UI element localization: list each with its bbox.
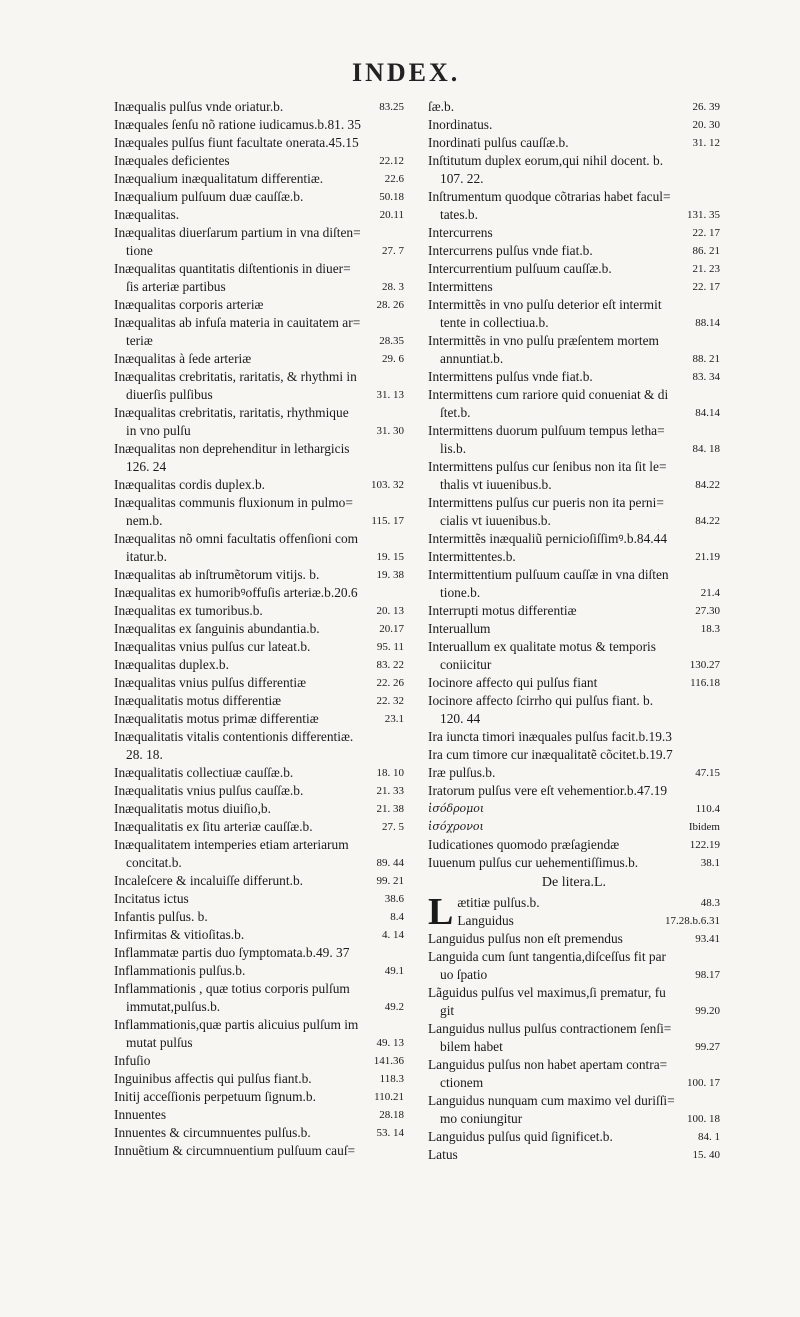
index-entry	[428, 764, 720, 782]
index-entry	[114, 818, 404, 836]
entry-text: Inæqualitas diuerſarum partium in vna diſten=	[114, 225, 361, 240]
entry-text: Inæqualitas nõ omni facultatis offenſioni com	[114, 531, 359, 546]
entry-text: Intermittẽs inæqualiũ pernicioſiſſimꝰ.b.84.44	[428, 531, 668, 546]
entry-continuation: tates.b.	[440, 207, 478, 222]
index-entry	[114, 800, 404, 818]
entry-text: Languida cum ſunt tangentia,diſceſſus fit par	[428, 949, 666, 964]
entry-text: Intermittẽs in vno pulſu deterior eſt intermit	[428, 297, 662, 312]
entry-text: Inæqualitatis motus diuiſio,b.	[114, 801, 271, 816]
entry-text: Intermittens cum rariore quid conueniat & di	[428, 387, 669, 402]
index-entry	[428, 948, 720, 984]
entry-text: Languidus nullus pulſus contractionem ſenſi=	[428, 1021, 672, 1036]
entry-text: Intermittentium pulſuum cauſſæ in vna diſten	[428, 567, 669, 582]
page-header: INDEX.	[352, 58, 461, 87]
entry-page-ref: 38.1	[697, 854, 720, 872]
entry-continuation: in vno pulſu	[126, 423, 191, 438]
entry-text: Inæqualitas vnius pulſus cur lateat.b.	[114, 639, 311, 654]
entry-text: Inæqualitas.	[114, 207, 180, 222]
index-entry	[428, 836, 720, 854]
entry-page-ref: 100. 18	[683, 1110, 720, 1128]
entry-page-ref: 100. 17	[683, 1074, 720, 1092]
index-entry	[428, 1128, 720, 1146]
entry-text: Inæqualitas corporis arteriæ	[114, 297, 264, 312]
entry-text: Intercurrens	[428, 225, 493, 240]
index-entry	[114, 944, 404, 962]
entry-page-ref: 131. 35	[683, 206, 720, 224]
entry-page-ref: 130.27	[686, 656, 720, 674]
index-entry	[114, 224, 404, 260]
entry-page-ref: 27. 7	[378, 242, 404, 260]
entry-text: Inæqualitatis ex ſitu arteriæ cauſſæ.b.	[114, 819, 313, 834]
index-entry	[428, 530, 720, 548]
entry-continuation: annuntiat.b.	[440, 351, 504, 366]
entry-page-ref: 27. 5	[378, 818, 404, 836]
entry-text: Innuentes	[114, 1107, 167, 1122]
entry-page-ref: 122.19	[686, 836, 720, 854]
entry-text: Inæqualitatem intemperies etiam arteriarum	[114, 837, 349, 852]
entry-text: Inæquales ſenſu nõ ratione iudicamus.b.81. 35	[114, 117, 361, 132]
entry-text: Innuẽtium & circumnuentium pulſuum cauſ=	[114, 1143, 356, 1158]
index-entry	[428, 296, 720, 332]
entry-text: Inæqualitas non deprehenditur in lethargicis	[114, 441, 350, 456]
entry-text: Languidus pulſus non habet apertam contra=	[428, 1057, 668, 1072]
index-entry	[428, 1020, 720, 1056]
entry-text: Iocinore affecto ſcirrho qui pulſus fiant. b.	[428, 693, 654, 708]
entry-text: Inæqualitatis motus differentiæ	[114, 693, 282, 708]
entry-text: Infirmitas & vitioſitas.b.	[114, 927, 245, 942]
index-entry	[114, 728, 404, 764]
index-entry	[428, 332, 720, 368]
entry-continuation: git	[440, 1003, 455, 1018]
index-entry	[114, 656, 404, 674]
entry-page-ref: 26. 39	[689, 98, 721, 116]
entry-continuation: tente in collectiua.b.	[440, 315, 549, 330]
entry-page-ref: 21.4	[697, 584, 720, 602]
index-entry	[114, 638, 404, 656]
entry-page-ref: 21.19	[691, 548, 720, 566]
index-entry	[114, 908, 404, 926]
entry-page-ref: 22. 17	[689, 224, 721, 242]
entry-page-ref: 22.12	[375, 152, 404, 170]
entry-text: Intercurrens pulſus vnde fiat.b.	[428, 243, 593, 258]
entry-continuation: 120. 44	[440, 711, 481, 726]
entry-text: Inordinatus.	[428, 117, 493, 132]
entry-text: Inæqualitas crebritatis, raritatis, rhythmique	[114, 405, 349, 420]
index-entry	[114, 530, 404, 566]
entry-text: Incitatus ictus	[114, 891, 189, 906]
entry-text: Intermittẽs in vno pulſu præſentem mortem	[428, 333, 659, 348]
entry-text: ſæ.b.	[428, 99, 455, 114]
entry-continuation: nem.b.	[126, 513, 163, 528]
entry-text: Inæqualitas communis fluxionum in pulmo=	[114, 495, 353, 510]
entry-page-ref: 103. 32	[367, 476, 404, 494]
index-entry	[428, 98, 720, 116]
index-entry	[114, 692, 404, 710]
entry-page-ref: 49. 13	[373, 1034, 405, 1052]
entry-page-ref: 19. 15	[373, 548, 405, 566]
index-entry	[428, 620, 720, 638]
entry-page-ref: 18.3	[697, 620, 720, 638]
index-entry	[114, 710, 404, 728]
entry-continuation: uo ſpatio	[440, 967, 488, 982]
index-entry	[428, 422, 720, 458]
index-entry	[114, 134, 404, 152]
entry-page-ref: 28.18	[375, 1106, 404, 1124]
index-entry	[114, 296, 404, 314]
entry-text: Inæqualitas vnius pulſus differentiæ	[114, 675, 307, 690]
index-entry	[114, 314, 404, 350]
entry-text: Interuallum	[428, 621, 491, 636]
entry-page-ref: 29. 6	[378, 350, 404, 368]
entry-page-ref: 84.22	[691, 476, 720, 494]
index-entry	[114, 350, 404, 368]
section-heading-L: De litera.L.	[541, 875, 607, 890]
index-entry	[114, 1088, 404, 1106]
entry-page-ref: 47.15	[691, 764, 720, 782]
entry-page-ref: 88. 21	[689, 350, 721, 368]
index-entry	[114, 602, 404, 620]
index-entry	[428, 242, 720, 260]
entry-page-ref: 21. 33	[373, 782, 405, 800]
entry-text: Inæquales deficientes	[114, 153, 230, 168]
entry-page-ref: 18. 10	[373, 764, 405, 782]
index-entry	[114, 494, 404, 530]
entry-page-ref: 49.2	[381, 998, 404, 1016]
entry-text: Inguinibus affectis qui pulſus fiant.b.	[114, 1071, 312, 1086]
index-entry	[114, 926, 404, 944]
index-entry	[114, 782, 404, 800]
index-entry	[114, 890, 404, 908]
entry-page-ref: 49.1	[381, 962, 404, 980]
entry-continuation: teriæ	[126, 333, 153, 348]
entry-text: Inæqualitas ex humoribꝰoffuſis arteriæ.b.20.6	[114, 585, 358, 600]
entry-page-ref: 118.3	[376, 1070, 404, 1088]
entry-page-ref: 50.18	[375, 188, 404, 206]
entry-text: Inæqualitas duplex.b.	[114, 657, 229, 672]
entry-text: ætitiæ pulſus.b.	[457, 895, 540, 910]
entry-text: Inæqualitas ex tumoribus.b.	[114, 603, 263, 618]
index-entry	[114, 764, 404, 782]
entry-text: Inæqualitatis motus primæ differentiæ	[114, 711, 319, 726]
entry-page-ref: 22.6	[381, 170, 404, 188]
entry-continuation: ſtet.b.	[440, 405, 471, 420]
index-entry	[114, 98, 404, 116]
entry-text: Intermittens pulſus cur pueris non ita perni=	[428, 495, 664, 510]
entry-page-ref: 86. 21	[689, 242, 721, 260]
index-entry	[428, 152, 720, 188]
index-entry	[428, 548, 720, 566]
entry-continuation: lis.b.	[440, 441, 467, 456]
entry-text: Inæqualitas à ſede arteriæ	[114, 351, 252, 366]
entry-text: Iudicationes quomodo præſagiendæ	[428, 837, 620, 852]
entry-continuation: thalis vt iuuenibus.b.	[440, 477, 552, 492]
index-entry	[428, 746, 720, 764]
entry-text: Interrupti motus differentiæ	[428, 603, 577, 618]
entry-page-ref: 95. 11	[373, 638, 404, 656]
entry-text: Inflammationis pulſus.b.	[114, 963, 246, 978]
index-entry	[114, 116, 404, 134]
entry-page-ref: 27.30	[691, 602, 720, 620]
entry-text: Infantis pulſus. b.	[114, 909, 208, 924]
right-column-entries	[428, 98, 720, 872]
entry-page-ref: 115. 17	[367, 512, 404, 530]
entry-page-ref: 22. 32	[373, 692, 405, 710]
entry-text: Languidus pulſus quid ſignificet.b.	[428, 1129, 613, 1144]
index-entry	[114, 170, 404, 188]
entry-page-ref: 53. 14	[373, 1124, 405, 1142]
index-entry	[428, 134, 720, 152]
entry-continuation: 28. 18.	[126, 747, 163, 762]
entry-text: Latus	[428, 1147, 458, 1162]
entry-page-ref: 98.17	[691, 966, 720, 984]
entry-continuation: ctionem	[440, 1075, 484, 1090]
entry-text: Lãguidus pulſus vel maximus,ſi prematur, fu	[428, 985, 666, 1000]
entry-continuation: mo coniungitur	[440, 1111, 523, 1126]
entry-page-ref: 89. 44	[373, 854, 405, 872]
entry-text: Iocinore affecto qui pulſus fiant	[428, 675, 598, 690]
index-entry	[428, 278, 720, 296]
index-entry	[428, 1092, 720, 1128]
index-entry	[114, 1106, 404, 1124]
entry-text: Inflammationis,quæ partis alicuius pulſum im	[114, 1017, 359, 1032]
entry-text: Languidus pulſus non eſt premendus	[428, 931, 623, 946]
entry-page-ref: 31. 30	[373, 422, 405, 440]
index-entry	[114, 206, 404, 224]
entry-continuation: cialis vt iuuenibus.b.	[440, 513, 551, 528]
entry-page-ref: 84. 18	[689, 440, 721, 458]
index-entry	[114, 872, 404, 890]
entry-page-ref: 28. 26	[373, 296, 405, 314]
entry-text: Inæqualitas crebritatis, raritatis, & rhythmi in	[114, 369, 357, 384]
entry-page-ref: 17.28.b.6.31	[661, 912, 720, 930]
entry-page-ref: 141.36	[370, 1052, 404, 1070]
entry-continuation: diuerſis pulſibus	[126, 387, 213, 402]
entry-text: Iratorum pulſus vere eſt vehementior.b.47.19	[428, 783, 668, 798]
index-entry	[114, 152, 404, 170]
entry-text: ἰσόχρονοι	[428, 820, 484, 833]
entry-page-ref: 83. 34	[689, 368, 721, 386]
entry-text: Intercurrentium pulſuum cauſſæ.b.	[428, 261, 612, 276]
entry-text: Inæqualitas ab infuſa materia in cauitatem ar=	[114, 315, 361, 330]
entry-text: Iuuenum pulſus cur uehementiſſimus.b.	[428, 855, 639, 870]
entry-text: Inæqualitas ex ſanguinis abundantia.b.	[114, 621, 320, 636]
index-entry	[114, 1142, 404, 1160]
entry-continuation: coniicitur	[440, 657, 492, 672]
entry-text: Inæqualitatis vnius pulſus cauſſæ.b.	[114, 783, 304, 798]
entry-text: Intermittens duorum pulſuum tempus letha=	[428, 423, 665, 438]
index-entry	[428, 894, 720, 912]
entry-text: Iræ pulſus.b.	[428, 765, 496, 780]
index-entry	[114, 980, 404, 1016]
entry-text: Inæqualitatis collectiuæ cauſſæ.b.	[114, 765, 294, 780]
entry-page-ref: 99.27	[691, 1038, 720, 1056]
index-entry	[428, 224, 720, 242]
entry-continuation: tione.b.	[440, 585, 481, 600]
index-entry	[114, 566, 404, 584]
entry-page-ref: 83.25	[375, 98, 404, 116]
index-entry	[428, 602, 720, 620]
entry-text: Inæqualitatis vitalis contentionis differentiæ.	[114, 729, 354, 744]
entry-continuation: concitat.b.	[126, 855, 182, 870]
entry-text: Incaleſcere & incaluiſſe differunt.b.	[114, 873, 303, 888]
index-entry	[114, 836, 404, 872]
entry-text: Intermittens	[428, 279, 493, 294]
entry-page-ref: 110.21	[370, 1088, 404, 1106]
entry-continuation: mutat pulſus	[126, 1035, 193, 1050]
index-entry	[114, 1052, 404, 1070]
entry-page-ref: 110.4	[692, 800, 720, 818]
index-entry	[114, 404, 404, 440]
drop-capital-L: L	[428, 894, 454, 930]
index-entry	[428, 368, 720, 386]
entry-text: Ira cum timore cur inæqualitatẽ cõcitet.b.19.7	[428, 747, 673, 762]
index-entry	[428, 1146, 720, 1164]
section-L-first-entries	[428, 894, 720, 930]
entry-page-ref: 28.35	[375, 332, 404, 350]
entry-continuation: tione	[126, 243, 153, 258]
entry-page-ref: 88.14	[691, 314, 720, 332]
entry-page-ref: 93.41	[691, 930, 720, 948]
entry-continuation: itatur.b.	[126, 549, 167, 564]
entry-page-ref: 4. 14	[378, 926, 404, 944]
entry-continuation: 126. 24	[126, 459, 167, 474]
entry-continuation: immutat,pulſus.b.	[126, 999, 221, 1014]
entry-text: Intermittentes.b.	[428, 549, 516, 564]
index-entry	[114, 1124, 404, 1142]
index-entry	[114, 368, 404, 404]
index-entry	[428, 260, 720, 278]
index-entry	[428, 984, 720, 1020]
index-entry	[428, 674, 720, 692]
index-entry	[428, 912, 720, 930]
index-entry	[114, 620, 404, 638]
entry-text: Inæqualis pulſus vnde oriatur.b.	[114, 99, 284, 114]
entry-text: Inflammationis , quæ totius corporis pulſum	[114, 981, 350, 996]
entry-page-ref: Ibidem	[685, 818, 720, 836]
index-entry	[428, 566, 720, 602]
index-entry	[114, 584, 404, 602]
entry-text: Interuallum ex qualitate motus & temporis	[428, 639, 656, 654]
index-entry	[428, 116, 720, 134]
entry-page-ref: 84. 1	[694, 1128, 720, 1146]
entry-page-ref: 28. 3	[378, 278, 404, 296]
index-entry	[428, 800, 720, 818]
entry-page-ref: 99.20	[691, 1002, 720, 1020]
left-column	[114, 98, 404, 1160]
entry-page-ref: 20. 13	[373, 602, 405, 620]
entry-page-ref: 83. 22	[373, 656, 405, 674]
index-entry	[114, 260, 404, 296]
index-entry	[428, 818, 720, 836]
index-entry	[428, 692, 720, 728]
entry-page-ref: 84.14	[691, 404, 720, 422]
entry-continuation: bilem habet	[440, 1039, 503, 1054]
index-entry	[114, 440, 404, 476]
entry-text: Inordinati pulſus cauſſæ.b.	[428, 135, 569, 150]
entry-page-ref: 21. 23	[689, 260, 721, 278]
entry-text: Languidus nunquam cum maximo vel duriſſi=	[428, 1093, 675, 1108]
index-entry	[428, 188, 720, 224]
index-entry	[114, 188, 404, 206]
entry-page-ref: 15. 40	[689, 1146, 721, 1164]
index-entry	[114, 476, 404, 494]
index-entry	[114, 674, 404, 692]
entry-page-ref: 22. 17	[689, 278, 721, 296]
entry-text: ἰσόδρομοι	[428, 802, 485, 815]
entry-text: Inæqualitas ab inſtrumẽtorum vitijs. b.	[114, 567, 320, 582]
index-entry	[428, 494, 720, 530]
entry-text: Inſtrumentum quodque cõtrarias habet facul=	[428, 189, 671, 204]
entry-page-ref: 23.1	[381, 710, 404, 728]
index-entry	[428, 854, 720, 872]
right-column-entries-L	[428, 930, 720, 1164]
entry-page-ref: 31. 13	[373, 386, 405, 404]
entry-text: Inæqualium pulſuum duæ cauſſæ.b.	[114, 189, 304, 204]
index-entry	[114, 1016, 404, 1052]
entry-text: Inæqualium inæqualitatum differentiæ.	[114, 171, 324, 186]
entry-page-ref: 48.3	[697, 894, 720, 912]
entry-text: Innuentes & circumnuentes pulſus.b.	[114, 1125, 311, 1140]
entry-page-ref: 22. 26	[373, 674, 405, 692]
entry-text: Inæquales pulſus fiunt facultate onerata.45.15	[114, 135, 359, 150]
entry-page-ref: 20.17	[375, 620, 404, 638]
index-entry	[114, 1070, 404, 1088]
entry-continuation: 107. 22.	[440, 171, 484, 186]
index-entry	[428, 728, 720, 746]
entry-page-ref: 99. 21	[373, 872, 405, 890]
entry-text: Inſtitutum duplex eorum,qui nihil docent. b.	[428, 153, 664, 168]
entry-text: Languidus	[457, 913, 514, 928]
index-entry	[428, 638, 720, 674]
index-entry	[428, 386, 720, 422]
index-entry	[428, 1056, 720, 1092]
entry-text: Ira iuncta timori inæquales pulſus facit.b.19.3	[428, 729, 672, 744]
entry-page-ref: 31. 12	[689, 134, 721, 152]
entry-text: Inæqualitas quantitatis diſtentionis in diuer=	[114, 261, 351, 276]
entry-page-ref: 116.18	[686, 674, 720, 692]
entry-page-ref: 19. 38	[373, 566, 405, 584]
right-column	[428, 98, 720, 1164]
entry-text: Infuſio	[114, 1053, 151, 1068]
entry-page-ref: 38.6	[381, 890, 404, 908]
entry-text: Intermittens pulſus cur ſenibus non ita ſit le=	[428, 459, 667, 474]
entry-page-ref: 8.4	[386, 908, 404, 926]
entry-text: Intermittens pulſus vnde fiat.b.	[428, 369, 593, 384]
entry-continuation: ſis arteriæ partibus	[126, 279, 226, 294]
entry-page-ref: 21. 38	[373, 800, 405, 818]
entry-text: Inæqualitas cordis duplex.b.	[114, 477, 265, 492]
index-entry	[428, 930, 720, 948]
entry-page-ref: 84.22	[691, 512, 720, 530]
index-entry	[428, 782, 720, 800]
entry-text: Initij acceſſionis perpetuum ſignum.b.	[114, 1089, 316, 1104]
entry-page-ref: 20.11	[376, 206, 404, 224]
index-entry	[428, 458, 720, 494]
entry-text: Inflammatæ partis duo ſymptomata.b.49. 37	[114, 945, 350, 960]
index-entry	[114, 962, 404, 980]
entry-page-ref: 20. 30	[689, 116, 721, 134]
